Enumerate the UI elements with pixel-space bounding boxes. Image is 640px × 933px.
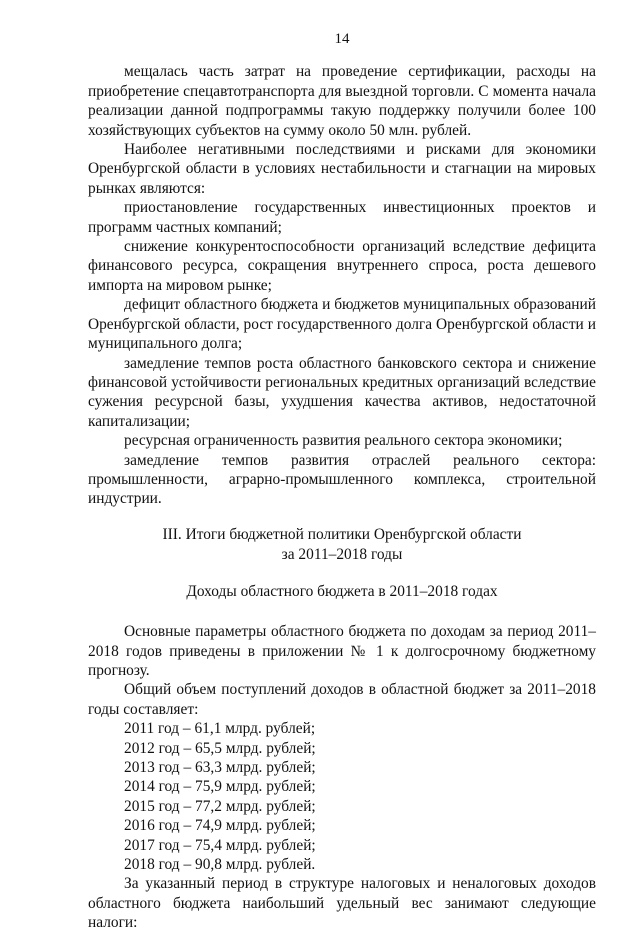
risk-item: дефицит областного бюджета и бюджетов муниципальных образований Оренбургской области, рост государственного долга Оренбургской области и муниципального долга; [88,296,596,353]
paragraph: мещалась часть затрат на проведение сертификации, расходы на приобретение спецавтотранспорта для выездной торговли. С момента начала реализации данной подпрограммы такую поддержку получили более 100 хозяйствующих субъектов на сумму около 50 млн. рублей. [88,63,596,139]
risk-item: ресурсная ограниченность развития реального сектора экономики; [124,432,563,450]
intro-text-block [88,62,596,508]
section-title-line: за 2011–2018 годы [281,545,403,563]
revenue-list-item: 2017 год – 75,4 млрд. рублей; [124,836,316,854]
document-page [88,30,596,933]
paragraph: Основные параметры областного бюджета по доходам за период 2011–2018 годов приведены в приложении № 1 к долгосрочному бюджетному прогнозу. [88,623,596,679]
section-title [88,525,596,565]
revenue-list-item: 2011 год – 61,1 млрд. рублей; [124,720,316,738]
risk-item: замедление темпов развития отраслей реального сектора: промышленности, аграрно-промышленного комплекса, строительной индустрии. [88,451,596,508]
risk-item: замедление темпов роста областного банковского сектора и снижение финансовой устойчивости региональных кредитных организаций вследствие сужения ресурсной базы, ухудшения качества активов, недостаточной капитализации; [88,354,596,430]
revenue-list-item: 2013 год – 63,3 млрд. рублей; [124,759,316,776]
revenue-list-item: 2015 год – 77,2 млрд. рублей; [124,797,316,815]
risk-item: приостановление государственных инвестиционных проектов и программ частных компаний; [88,199,596,236]
revenue-list-item: 2018 год – 90,8 млрд. рублей. [124,856,316,874]
subsection-title: Доходы областного бюджета в 2011–2018 годах [186,582,498,600]
revenue-list-item: 2016 год – 74,9 млрд. рублей; [124,817,316,835]
revenue-list-item: 2014 год – 75,9 млрд. рублей; [124,778,316,796]
paragraph: Общий объем поступлений доходов в областной бюджет за 2011–2018 годы составляет: [88,681,596,718]
risk-item: снижение конкурентоспособности организаций вследствие дефицита финансового ресурса, сокращения внутреннего спроса, роста дешевого импорта на мировом рынке; [88,238,596,294]
paragraph: Наиболее негативными последствиями и рисками для экономики Оренбургской области в условиях нестабильности и стагнации на мировых рынках являются: [88,141,596,197]
paragraph: За указанный период в структуре налоговых и неналоговых доходов областного бюджета наибольший удельный вес занимают следующие налоги: [88,875,596,932]
revenue-list [124,719,596,874]
page-number: 14 [334,31,350,47]
revenue-list-item: 2012 год – 65,5 млрд. рублей; [124,739,316,757]
section-title-line: III. Итоги бюджетной политики Оренбургской области [162,525,522,543]
